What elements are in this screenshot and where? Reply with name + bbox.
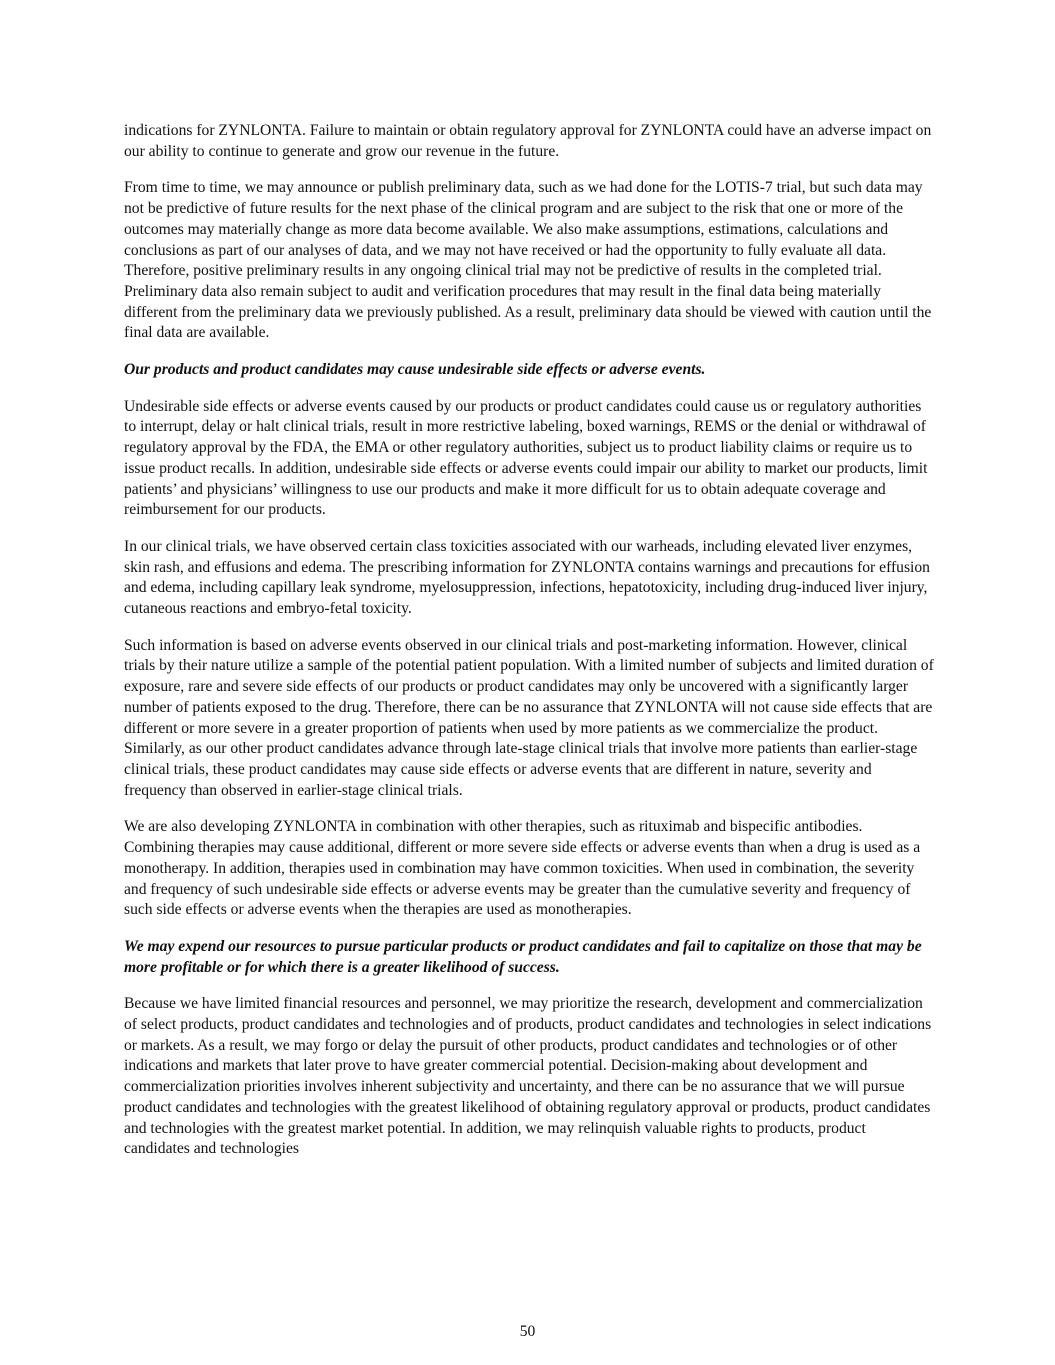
paragraph-class-toxicities: In our clinical trials, we have observed certain class toxicities associated with our warheads, including elevated liver enzymes, skin rash, and effusions and edema. The prescribing information for ZYNLONTA contains warnings and precautions for effusion and edema, including capillary leak syndrome, myelosuppression, infections, hepatotoxicity, including drug-induced liver injury, cutaneous reactions and embryo-fetal toxicity. bbox=[124, 537, 930, 618]
section-heading-resources: We may expend our resources to pursue particular products or product candidates and fail to capitalize on those that may be more profitable or for which there is a greater likelihood of success. bbox=[124, 937, 922, 976]
paragraph-undesirable-side-effects: Undesirable side effects or adverse events caused by our products or product candidates could cause us or regulatory authorities to interrupt, delay or halt clinical trials, result in more restrictive labeling, boxed warnings, REMS or the denial or withdrawal of regulatory approval by the FDA, the EMA or other regulatory authorities, subject us to product liability claims or require us to issue product recalls. In addition, undesirable side effects or adverse events could impair our ability to market our products, limit patients’ and physicians’ willingness to use our products and make it more difficult for us to obtain adequate coverage and reimbursement for our products. bbox=[124, 397, 928, 519]
page-number: 50 bbox=[519, 1323, 536, 1340]
paragraph-adverse-events-information: Such information is based on adverse events observed in our clinical trials and post-marketing information. However, clinical trials by their nature utilize a sample of the potential patient population. With a limited number of subjects and limited duration of exposure, rare and severe side effects of our products or product candidates may only be uncovered with a significantly larger number of patients exposed to the drug. Therefore, there can be no assurance that ZYNLONTA will not cause side effects that are different or more severe in a greater proportion of patients when used by more patients as we commercialize the product. Similarly, as our other product candidates advance through late-stage clinical trials that involve more patients than earlier-stage clinical trials, these product candidates may cause side effects or adverse events that are different in nature, severity and frequency than observed in earlier-stage clinical trials. bbox=[124, 636, 934, 799]
paragraph-preliminary-data: From time to time, we may announce or publish preliminary data, such as we had done for the LOTIS-7 trial, but such data may not be predictive of future results for the next phase of the clinical program and are subject to the risk that one or more of the outcomes may materially change as more data become available. We also make assumptions, estimations, calculations and conclusions as part of our analyses of data, and we may not have received or had the opportunity to fully evaluate all data. Therefore, positive preliminary results in any ongoing clinical trial may not be predictive of results in the completed trial. Preliminary data also remain subject to audit and verification procedures that may result in the final data being materially different from the preliminary data we previously published. As a result, preliminary data should be viewed with caution until the final data are available. bbox=[124, 179, 932, 342]
paragraph-combination-therapies: We are also developing ZYNLONTA in combination with other therapies, such as rituximab and bispecific antibodies. Combining therapies may cause additional, different or more severe side effects or adverse events than when a drug is used as a monotherapy. In addition, therapies used in combination may have common toxicities. When used in combination, the severity and frequency of such undesirable side effects or adverse events may be greater than the cumulative severity and frequency of such side effects or adverse events when the therapies are used as monotherapies. bbox=[124, 818, 921, 919]
section-heading-side-effects: Our products and product candidates may cause undesirable side effects or adverse events. bbox=[124, 361, 706, 379]
paragraph-zynlonta-approval: indications for ZYNLONTA. Failure to maintain or obtain regulatory approval for ZYNLONTA could have an adverse impact on our ability to continue to generate and grow our revenue in the future. bbox=[124, 122, 932, 160]
document-body bbox=[124, 121, 934, 1176]
paragraph-limited-resources: Because we have limited financial resources and personnel, we may prioritize the research, development and commercialization of select products, product candidates and technologies and of products, product candidates and technologies in select indications or markets. As a result, we may forgo or delay the pursuit of other products, product candidates and technologies or of other indications and markets that later prove to have greater commercial potential. Decision-making about development and commercialization priorities involves inherent subjectivity and uncertainty, and there can be no assurance that we will pursue product candidates and technologies with the greatest likelihood of obtaining regulatory approval or products, product candidates and technologies with the greatest market potential. In addition, we may relinquish valuable rights to products, product candidates and technologies bbox=[124, 995, 932, 1158]
